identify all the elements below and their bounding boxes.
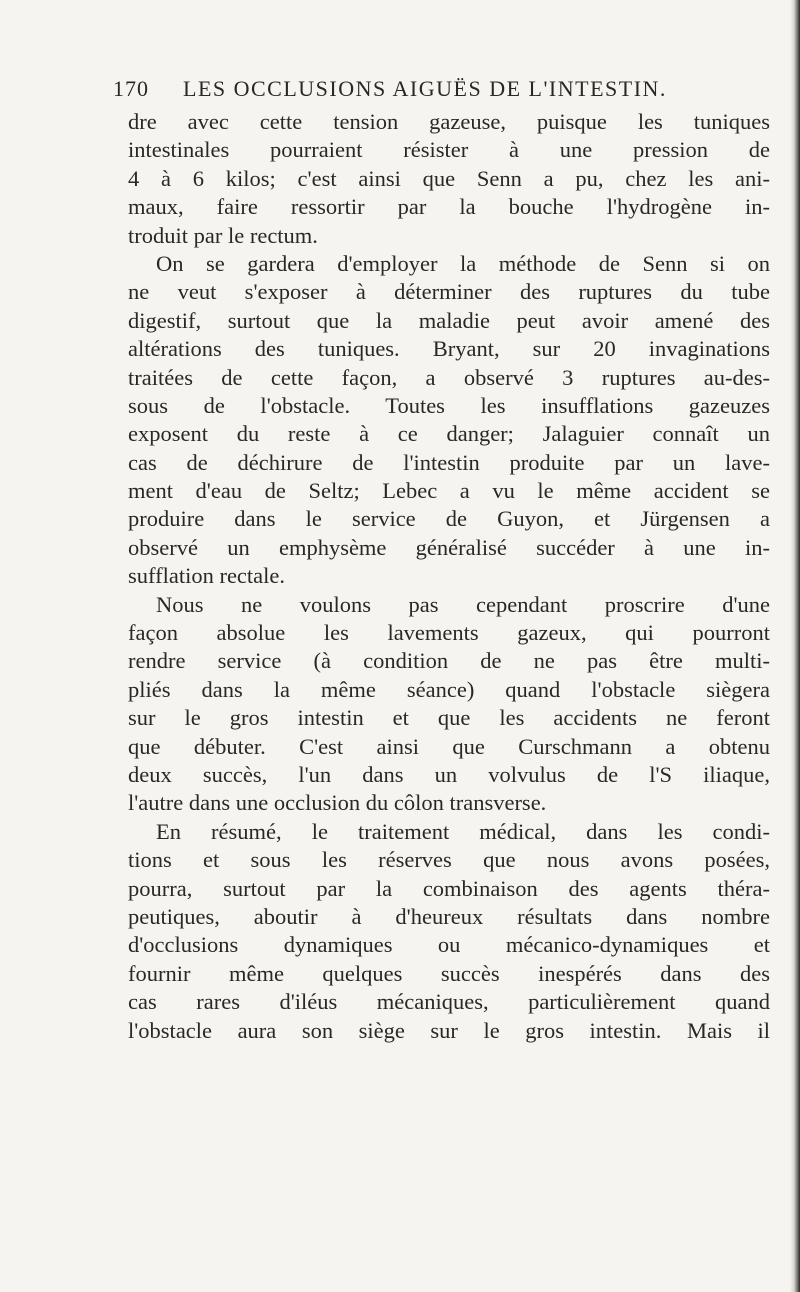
text-line: Nous ne voulons pas cependant proscrire d'une: [156, 591, 770, 617]
page-number: 170: [113, 76, 149, 101]
text-line: d'occlusions dynamiques ou mécanico-dynamiques et: [128, 932, 770, 958]
body-text: [128, 108, 770, 1045]
paragraph-3: [128, 591, 770, 818]
text-line: On se gardera d'employer la méthode de Senn si on: [156, 250, 770, 276]
text-line: altérations des tuniques. Bryant, sur 20 invaginations: [128, 336, 770, 362]
text-line: que débuter. C'est ainsi que Curschmann a obtenu: [128, 733, 770, 759]
paragraph-2: [128, 250, 770, 591]
text-line: sous de l'obstacle. Toutes les insufflations gazeuzes: [128, 392, 770, 418]
text-line: produire dans le service de Guyon, et Jürgensen a: [128, 506, 770, 532]
text-line: peutiques, aboutir à d'heureux résultats dans nombre: [128, 903, 770, 929]
text-line: 4 à 6 kilos; c'est ainsi que Senn a pu, chez les ani-: [128, 165, 770, 191]
text-line: digestif, surtout que la maladie peut avoir amené des: [128, 307, 770, 333]
paragraph-4: [128, 818, 770, 1045]
paragraph-1: [128, 108, 770, 250]
running-title: LES OCCLUSIONS AIGUËS DE L'INTESTIN.: [183, 76, 667, 101]
text-line: traitées de cette façon, a observé 3 ruptures au-des-: [128, 364, 770, 390]
text-line: dre avec cette tension gazeuse, puisque les tuniques: [128, 109, 770, 134]
text-line: ment d'eau de Seltz; Lebec a vu le même accident se: [128, 478, 770, 504]
text-line: exposent du reste à ce danger; Jalaguier connaît un: [128, 421, 770, 447]
text-line: pourra, surtout par la combinaison des agents théra-: [128, 875, 770, 901]
text-line: deux succès, l'un dans un volvulus de l'S iliaque,: [128, 761, 770, 787]
text-line: troduit par le rectum.: [128, 222, 318, 248]
text-line: cas rares d'iléus mécaniques, particulièrement quand: [128, 989, 770, 1015]
page-edge-shadow: [790, 0, 800, 1292]
text-line: observé un emphysème généralisé succéder à une in-: [128, 534, 770, 560]
text-line: intestinales pourraient résister à une pression de: [128, 137, 770, 163]
running-header: [113, 70, 753, 110]
text-line: ne veut s'exposer à déterminer des ruptures du tube: [128, 279, 770, 305]
text-line: fournir même quelques succès inespérés dans des: [128, 960, 770, 986]
text-line: tions et sous les réserves que nous avons posées,: [128, 847, 770, 873]
text-line: façon absolue les lavements gazeux, qui pourront: [128, 620, 770, 646]
text-line: maux, faire ressortir par la bouche l'hydrogène in-: [128, 194, 770, 220]
text-line: sur le gros intestin et que les accidents ne feront: [128, 705, 770, 731]
text-line: sufflation rectale.: [128, 563, 286, 589]
text-line: l'obstacle aura son siège sur le gros intestin. Mais il: [128, 1017, 770, 1043]
text-line: En résumé, le traitement médical, dans les condi-: [156, 818, 770, 844]
text-line: cas de déchirure de l'intestin produite par un lave-: [128, 449, 770, 475]
text-line: l'autre dans une occlusion du côlon transverse.: [128, 790, 547, 816]
text-line: rendre service (à condition de ne pas être multi-: [128, 648, 770, 674]
text-line: pliés dans la même séance) quand l'obstacle siègera: [128, 676, 770, 702]
